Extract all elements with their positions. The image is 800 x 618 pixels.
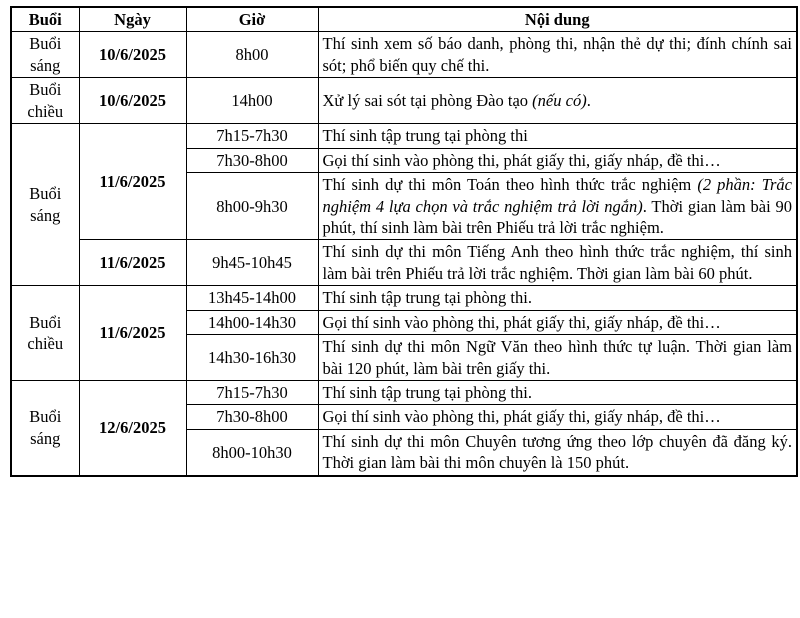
date-cell: 11/6/2025	[79, 124, 186, 240]
col-header-date: Ngày	[79, 7, 186, 32]
content-text: Thí sinh tập trung tại phòng thi	[322, 126, 528, 146]
content-text: Gọi thí sinh vào phòng thi, phát giấy thi, giấy nháp, đề thi…	[322, 312, 721, 332]
time-cell: 14h30-16h30	[186, 335, 318, 381]
content-cell	[318, 310, 797, 334]
content-cell	[318, 32, 797, 78]
time-cell: 9h45-10h45	[186, 240, 318, 286]
time-cell: 14h00-14h30	[186, 310, 318, 334]
table-row	[11, 286, 797, 310]
table-row	[11, 381, 797, 405]
col-header-content: Nội dung	[318, 7, 797, 32]
table-row	[11, 78, 797, 124]
col-header-session: Buổi	[11, 7, 79, 32]
session-cell: Buổi sáng	[11, 32, 79, 78]
content-text: Gọi thí sinh vào phòng thi, phát giấy thi, giấy nháp, đề thi…	[322, 150, 721, 170]
date-cell: 12/6/2025	[79, 381, 186, 476]
content-text-post: . Thời gian làm bài 90 phút, thí sinh làm bài trên Phiếu trả lời trắc nghiệm.	[322, 196, 792, 237]
content-cell	[318, 286, 797, 310]
exam-schedule-table	[10, 6, 798, 477]
content-cell	[318, 148, 797, 172]
content-cell	[318, 381, 797, 405]
time-cell: 13h45-14h00	[186, 286, 318, 310]
date-cell: 10/6/2025	[79, 78, 186, 124]
session-cell: Buổi sáng	[11, 124, 79, 286]
content-cell	[318, 78, 797, 124]
table-row	[11, 240, 797, 286]
session-cell: Buổi sáng	[11, 381, 79, 476]
time-cell: 8h00-9h30	[186, 173, 318, 240]
content-cell	[318, 429, 797, 475]
content-cell	[318, 240, 797, 286]
time-cell: 7h15-7h30	[186, 124, 318, 148]
content-cell	[318, 335, 797, 381]
content-text: Thí sinh dự thi môn Chuyên tương ứng theo lớp chuyên đã đăng ký. Thời gian làm bài thi môn chuyên là 150 phút.	[322, 431, 792, 473]
session-cell: Buổi chiều	[11, 286, 79, 381]
date-cell: 10/6/2025	[79, 32, 186, 78]
content-text: Thí sinh dự thi môn Tiếng Anh theo hình thức trắc nghiệm, thí sinh làm bài trên Phiếu trả lời trắc nghiệm. Thời gian làm bài 60 phút.	[322, 242, 792, 283]
time-cell: 8h00-10h30	[186, 429, 318, 475]
time-cell: 7h15-7h30	[186, 381, 318, 405]
content-text-italic: (2 phần: Trắc nghiệm 4 lựa chọn và trắc nghiệm trả lời ngắn)	[322, 175, 792, 216]
content-text: Thí sinh dự thi môn Ngữ Văn theo hình thức tự luận. Thời gian làm bài 120 phút, làm bài trên giấy thi.	[322, 337, 792, 378]
date-cell: 11/6/2025	[79, 240, 186, 286]
content-cell	[318, 173, 797, 240]
content-text: Xử lý sai sót tại phòng Đào tạo	[322, 91, 533, 111]
col-header-time: Giờ	[186, 7, 318, 32]
time-cell: 14h00	[186, 78, 318, 124]
table-row	[11, 124, 797, 148]
header-row	[11, 7, 797, 32]
content-text: Gọi thí sinh vào phòng thi, phát giấy thi, giấy nháp, đề thi…	[322, 407, 721, 427]
content-text: Thí sinh dự thi môn Toán theo hình thức trắc nghiệm	[322, 175, 698, 195]
content-text-post: .	[586, 91, 591, 111]
table-row	[11, 32, 797, 78]
content-text-italic: (nếu có)	[532, 91, 587, 111]
content-text: Thí sinh xem số báo danh, phòng thi, nhận thẻ dự thi; đính chính sai sót; phổ biến quy chế thi.	[322, 34, 792, 75]
time-cell: 7h30-8h00	[186, 148, 318, 172]
time-cell: 8h00	[186, 32, 318, 78]
content-text: Thí sinh tập trung tại phòng thi.	[322, 288, 532, 308]
session-cell: Buổi chiều	[11, 78, 79, 124]
content-text: Thí sinh tập trung tại phòng thi.	[322, 383, 532, 402]
date-cell: 11/6/2025	[79, 286, 186, 381]
content-cell	[318, 124, 797, 148]
time-cell: 7h30-8h00	[186, 405, 318, 429]
content-cell	[318, 405, 797, 429]
exam-schedule-document	[10, 6, 798, 477]
